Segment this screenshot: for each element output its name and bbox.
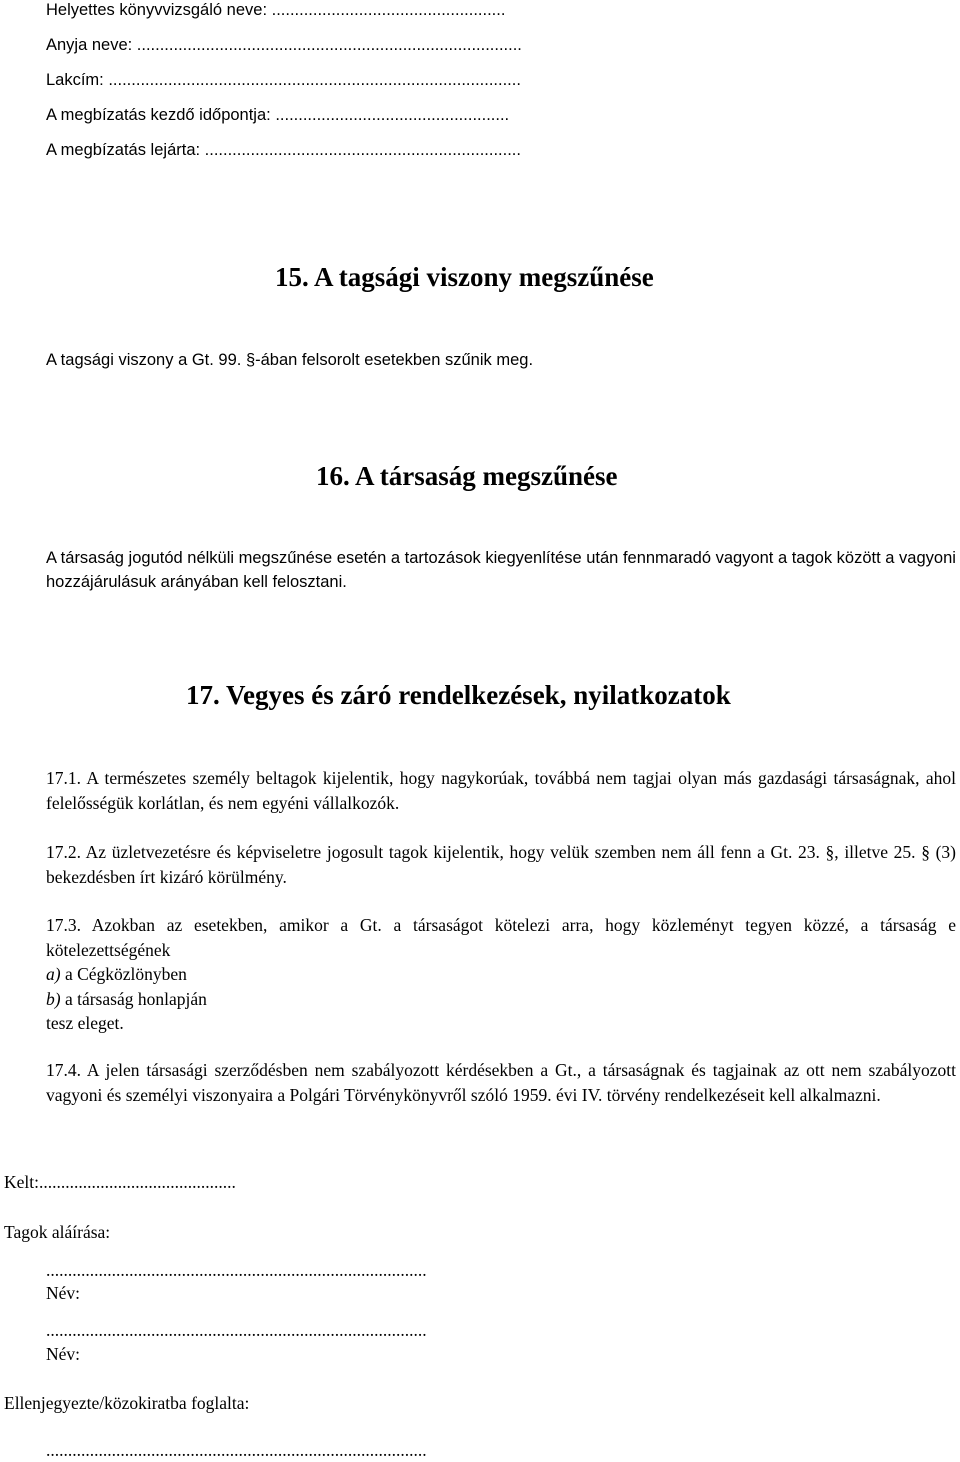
section-15-text: A tagsági viszony a Gt. 99. §-ában felsorolt esetekben szűnik meg. [46, 351, 534, 369]
signature-line-2: ....................................................................................... [46, 1320, 427, 1340]
section-15-title: 15. A tagsági viszony megszűnése [275, 262, 654, 292]
clause-17-2: 17.2. Az üzletvezetésre és képviseletre jogosult tagok kijelentik, hogy velük szemben nem áll fenn a Gt. 23. §, illetve 25. § (3) bekezdésben írt kizáró körülmény. [46, 842, 956, 887]
section-16-text: A társaság jogutód nélküli megszűnése esetén a tartozások kiegyenlítése után fennmaradó vagyont a tagok között a vagyoni hozzájárulásuk arányában kell felosztani. [46, 549, 956, 591]
field-mandate-end: A megbízatás lejárta: ..................................................................... [46, 141, 521, 159]
item-a-label: a) [46, 964, 61, 984]
clause-17-4: 17.4. A jelen társasági szerződésben nem szabályozott kérdésekben a Gt., a társaságnak és tagjainak az ott nem szabályozott vagyoni és személyi viszonyaira a Polgári Törvénykönyvről szóló 1959. évi IV. törvény rendelkezéseit kell alkalmazni. [46, 1060, 956, 1105]
clause-17-3-intro: 17.3. Azokban az esetekben, amikor a Gt. a társaságot kötelezi arra, hogy közleményt tegyen közzé, a társaság e kötelezettségének [46, 915, 956, 960]
section-16-title: 16. A társaság megszűnése [316, 461, 618, 491]
field-deputy-auditor-name: Helyettes könyvvizsgáló neve: ................................................... [46, 1, 506, 19]
countersign-line: ....................................................................................... [46, 1440, 427, 1460]
item-b-label: b) [46, 988, 61, 1009]
signatures-label: Tagok aláírása: [4, 1222, 111, 1242]
signature-name-2: Név: [46, 1344, 81, 1364]
field-address: Lakcím: .......................................................................................... [46, 71, 521, 89]
clause-17-3-end: tesz eleget. [46, 1013, 124, 1033]
countersign-label: Ellenjegyezte/közokiratba foglalta: [4, 1393, 250, 1413]
kelt-date-line: Kelt:............................................. [4, 1172, 236, 1192]
field-mother-name: Anyja neve: .................................................................................... [46, 36, 522, 54]
clause-17-1: 17.1. A természetes személy beltagok kijelentik, hogy nagykorúak, továbbá nem tagjai olyan más gazdasági társaságnak, ahol felelősségük korlátlan, és nem egyéni vállalkozók. [46, 768, 956, 813]
clause-17-3-item-a [46, 962, 956, 987]
field-mandate-start: A megbízatás kezdő időpontja: ................................................... [46, 106, 510, 124]
section-17-title: 17. Vegyes és záró rendelkezések, nyilatkozatok [186, 680, 731, 710]
item-a-text: a Cégközlönyben [60, 964, 187, 984]
clause-17-3 [46, 913, 956, 1036]
item-b-text: a társaság honlapján [60, 988, 207, 1009]
signature-name-1: Név: [46, 1283, 81, 1303]
clause-17-3-item-b [46, 987, 956, 1012]
signature-line-1: ....................................................................................... [46, 1260, 427, 1280]
